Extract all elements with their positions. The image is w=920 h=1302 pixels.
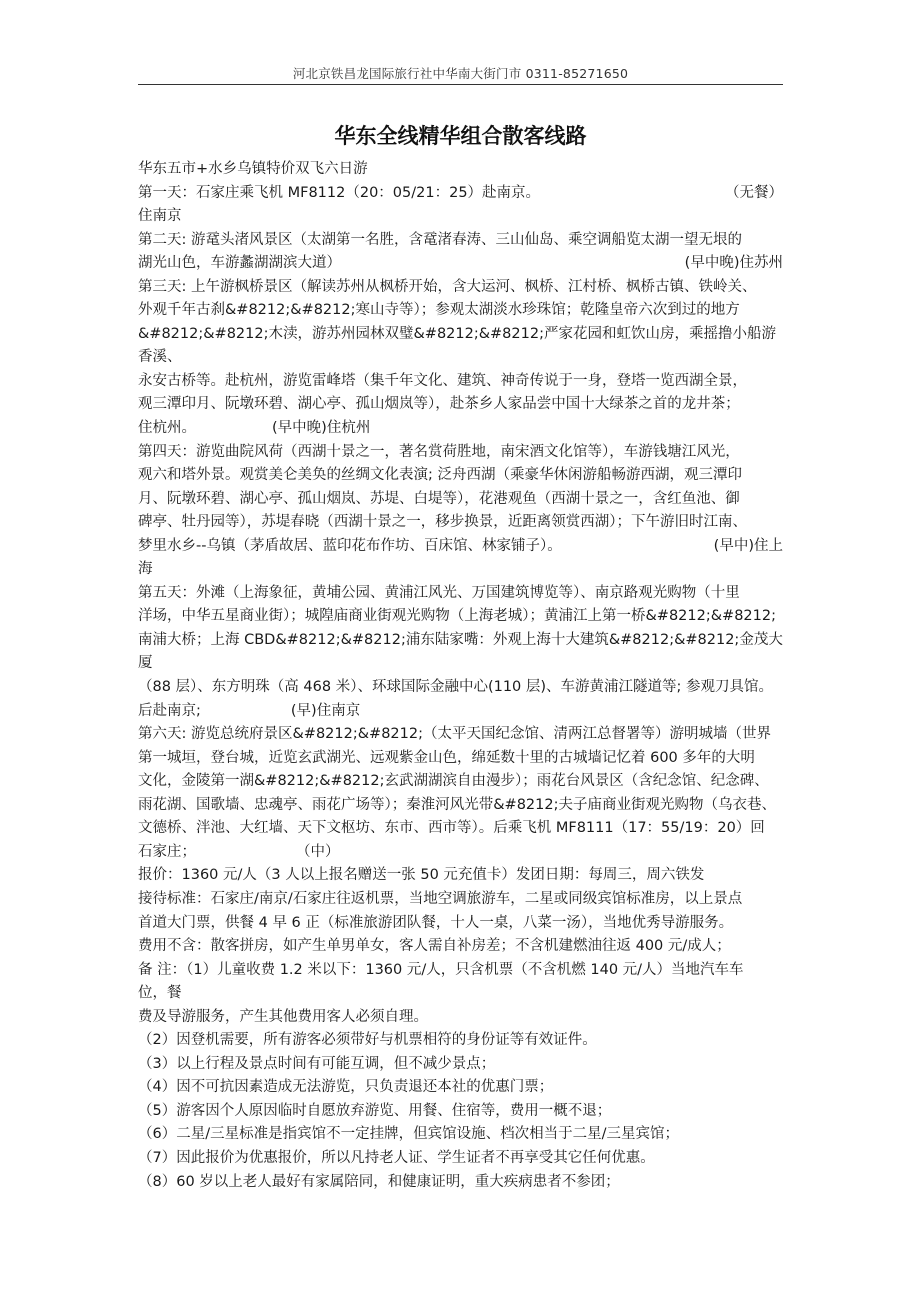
itinerary-body (138, 158, 783, 1194)
service-standard-line-1: 接待标准：石家庄/南京/石家庄往返机票，当地空调旅游车，二星或同级宾馆标准房，以上景点 (138, 890, 743, 907)
day-4-lodging: 海 (138, 561, 153, 578)
service-standard-line-2: 首道大门票，供餐 4 早 6 正（标准旅游团队餐，十人一桌，八菜一汤），当地优秀导游服务。 (138, 914, 734, 931)
note-3: （3）以上行程及景点时间有可能互调，但不减少景点； (138, 1055, 496, 1072)
day-3-line-6 (138, 417, 783, 441)
day-2-line-2 (138, 252, 783, 276)
header-divider (138, 84, 783, 85)
note-5: （5）游客因个人原因临时自愿放弃游览、用餐、住宿等，费用一概不退； (138, 1102, 612, 1119)
day-6-line-1: 第六天: 游览总统府景区&#8212;&#8212;（太平天国纪念馆、清两江总督署等）游明城墙（世界 (138, 726, 771, 743)
day-3-text: 住杭州。 (138, 420, 196, 437)
note-1-line-2: 位，餐 (138, 985, 182, 1002)
note-6: （6）二星/三星标准是指宾馆不一定挂牌，但宾馆设施、档次相当于二星/三星宾馆； (138, 1126, 679, 1143)
day-1-meal: （无餐） (725, 184, 783, 201)
day-3-line-2: 外观千年古刹&#8212;&#8212;寒山寺等）；参观太湖淡水珍珠馆；乾隆皇帝六次到过的地方 (138, 302, 740, 319)
note-2: （2）因登机需要，所有游客必须带好与机票相符的身份证等有效证件。 (138, 1032, 597, 1049)
day-6-meal: （中） (296, 843, 340, 860)
day-4-line-4: 碑亭、牡丹园等），苏堤春晓（西湖十景之一，移步换景，近距离领赏西湖）；下午游旧时江南、 (138, 514, 747, 531)
note-8: （8）60 岁以上老人最好有家属陪同，和健康证明，重大疾病患者不参团； (138, 1173, 620, 1190)
day-5-line-5 (138, 700, 783, 724)
day-4-line-1: 第四天：游览曲院风荷（西湖十景之一，著名赏荷胜地，南宋酒文化馆等），车游钱塘江风光， (138, 443, 740, 460)
day-3-line-1: 第三天: 上午游枫桥景区（解读苏州从枫桥开始，含大运河、枫桥、江村桥、枫桥古镇、铁岭关、 (138, 278, 757, 295)
day-4-meal: (早中)住上 (713, 537, 783, 554)
day-4-text: 梦里水乡--乌镇（茅盾故居、蓝印花布作坊、百床馆、林家铺子）。 (138, 537, 562, 554)
note-1-line-3: 费及导游服务，产生其他费用客人必须自理。 (138, 1008, 428, 1025)
day-5-meal: (早)住南京 (290, 702, 361, 719)
day-5-line-3: 南浦大桥；上海 CBD&#8212;&#8212;浦东陆家嘴：外观上海十大建筑&#8212;&#8212;金茂大厦 (138, 631, 783, 672)
day-6-line-5: 文德桥、泮池、大红墙、天下文枢坊、东市、西市等）。后乘飞机 MF8111（17：55/19：20）回 (138, 820, 765, 837)
day-3-line-5: 观三潭印月、阮墩环碧、湖心亭、孤山烟岚等），赴茶乡人家品尝中国十大绿茶之首的龙井茶； (138, 396, 740, 413)
day-2-text: 湖光山色，车游蠡湖湖滨大道） (138, 255, 341, 272)
exclusions-line: 费用不含：散客拼房，如产生单男单女，客人需自补房差；不含机建燃油往返 400 元/成人； (138, 938, 731, 955)
day-6-line-3: 文化，金陵第一湖&#8212;&#8212;玄武湖湖滨自由漫步）；雨花台风景区（含纪念馆、纪念碑、 (138, 773, 769, 790)
day-5-line-2: 洋场，中华五星商业街）；城隍庙商业街观光购物（上海老城）；黄浦江上第一桥&#8212;&#8212; (138, 608, 776, 625)
page-title: 华东全线精华组合散客线路 (334, 124, 587, 148)
day-5-text: 后赴南京; (138, 702, 201, 719)
day-2-line-1: 第二天: 游鼋头渚风景区（太湖第一名胜，含鼋渚春涛、三山仙岛、乘空调船览太湖一望无垠的 (138, 231, 742, 248)
note-7: （7）因此报价为优惠报价，所以凡持老人证、学生证者不再享受其它任何优惠。 (138, 1149, 655, 1166)
note-1-line-1: 备 注：（1）儿童收费 1.2 米以下：1360 元/人，只含机票（不含机燃 140 元/人）当地汽车车 (138, 961, 744, 978)
day-3-meal: (早中晚)住杭州 (272, 420, 371, 437)
day-1-line (138, 182, 783, 206)
day-6-line-4: 雨花湖、国歌墙、忠魂亭、雨花广场等）；秦淮河风光带&#8212;夫子庙商业街观光购物（乌衣巷、 (138, 796, 776, 813)
day-2-meal: (早中晚)住苏州 (684, 255, 783, 272)
day-3-line-3: &#8212;&#8212;木渎，游苏州园林双璧&#8212;&#8212;严家花园和虹饮山房，乘摇撸小船游香溪、 (138, 325, 776, 366)
note-4: （4）因不可抗因素造成无法游览，只负责退还本社的优惠门票； (138, 1079, 554, 1096)
day-3-line-4: 永安古桥等。赴杭州，游览雷峰塔（集千年文化、建筑、神奇传说于一身，登塔一览西湖全景， (138, 372, 747, 389)
page-header: 河北京铁昌龙国际旅行社中华南大街门市 0311-85271650 (292, 66, 629, 81)
day-6-text: 石家庄； (138, 843, 196, 860)
day-1-text: 第一天：石家庄乘飞机 MF8112（20：05/21：25）赴南京。 (138, 184, 541, 201)
day-4-line-3: 月、阮墩环碧、湖心亭、孤山烟岚、苏堤、白堤等），花港观鱼（西湖十景之一，含红鱼池、御 (138, 490, 740, 507)
price-line: 报价：1360 元/人（3 人以上报名赠送一张 50 元充值卡）发团日期：每周三，周六铁发 (138, 867, 705, 884)
day-4-line-2: 观六和塔外景。观赏美仑美奂的丝绸文化表演; 泛舟西湖（乘豪华休闲游船畅游西湖，观三潭印 (138, 467, 742, 484)
subtitle: 华东五市+水乡乌镇特价双飞六日游 (138, 161, 368, 177)
day-5-line-4: （88 层）、东方明珠（高 468 米）、环球国际金融中心(110 层)、车游黄浦江隧道等; 参观刀具馆。 (138, 679, 774, 696)
day-5-line-1: 第五天：外滩（上海象征，黄埔公园、黄浦江风光、万国建筑博览等）、南京路观光购物（十里 (138, 584, 740, 601)
day-6-line-6 (138, 841, 783, 865)
day-4-line-5 (138, 535, 783, 559)
day-1-lodging: 住南京 (138, 208, 182, 225)
day-6-line-2: 第一城垣，登台城，近览玄武湖光、远观紫金山色，绵延数十里的古城墙记忆着 600 多年的大明 (138, 749, 755, 766)
